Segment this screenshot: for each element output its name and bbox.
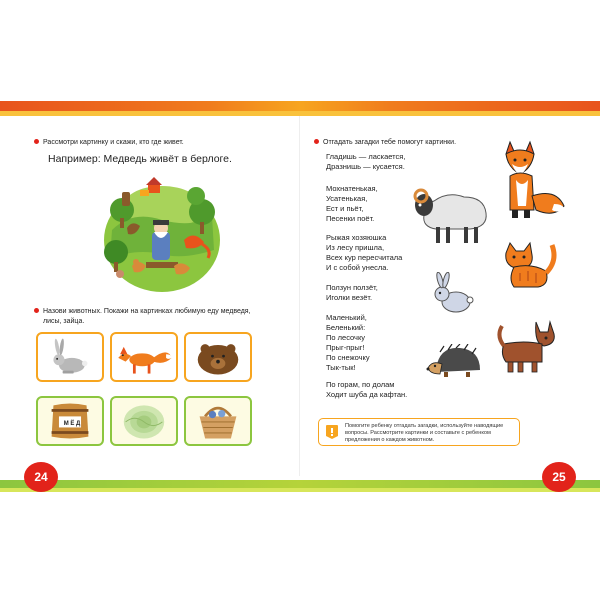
riddle-1: Гладишь — ласкается, Дразнишь — кусается. [326,152,406,171]
riddle-task-text: Отгадать загадки тебе помогут картинки. [323,139,457,146]
bullet-icon [34,139,39,144]
hedgehog-illustration [426,344,482,378]
page-number-left: 24 [24,462,58,492]
hare-icon [428,272,478,316]
warning-icon [325,424,339,440]
card-hare[interactable] [36,332,104,382]
cabbage-icon [112,398,176,444]
card-bear[interactable] [184,332,252,382]
card-honey[interactable] [36,396,104,446]
fox-icon [112,334,176,380]
riddle-2: Мохнатенькая, Усатенькая, Ест и пьёт, Песенки поёт. [326,184,378,223]
bullet-icon [314,139,319,144]
riddle-4: Ползун ползёт, Иголки везёт. [326,283,378,302]
hedgehog-icon [426,344,482,378]
cat-illustration [498,237,562,293]
parent-note [318,418,520,446]
top-orange-band [0,101,600,111]
honey-label: М Ё Д [63,421,81,427]
top-yellow-band [0,111,600,116]
sheep-icon [408,183,490,245]
sheep-illustration [408,183,490,245]
fox-icon [496,136,566,224]
riddle-6: По горам, по долам Ходит шуба да кафтан. [326,380,408,399]
bear-icon [186,334,250,380]
parent-note-text: Помогите ребенку отгадать загадки, используйте наводящие вопросы. Рассмотрите картинки и составьте с ребенком предложения о каждом животном. [345,423,504,443]
dog-icon [496,318,558,374]
dog-illustration [496,318,558,374]
card-basket[interactable] [184,396,252,446]
bullet-icon [34,308,39,313]
task-1-text: Рассмотри картинку и скажи, кто где живет. [43,139,184,146]
task-2-text-line1: Назови животных. Покажи на картинках любимую еду медведя, [43,308,251,315]
basket-icon [186,398,250,444]
riddle-3: Рыжая хозяюшка Из лесу пришла, Всех кур пересчитала И с собой унесла. [326,233,403,272]
task-2-text-line2: лисы, зайца. [43,318,85,325]
page-divider [299,116,300,476]
task-1 [34,138,184,147]
hare-illustration [428,272,478,316]
cat-icon [498,237,562,293]
bottom-green-band [0,480,600,488]
bottom-lightgreen-band [0,488,600,492]
example-sentence: Например: Медведь живёт в берлоге. [48,153,232,165]
forest-scene-illustration [102,170,220,298]
riddle-5: Маленький, Беленький: По лесочку Прыг-прыг! По снежочку Тык-тык! [326,313,370,372]
riddle-task [314,138,456,147]
task-2 [34,307,251,316]
hare-icon [38,334,102,380]
page-number-right: 25 [542,462,576,492]
fox-illustration [496,136,566,224]
card-cabbage[interactable] [110,396,178,446]
card-fox[interactable] [110,332,178,382]
